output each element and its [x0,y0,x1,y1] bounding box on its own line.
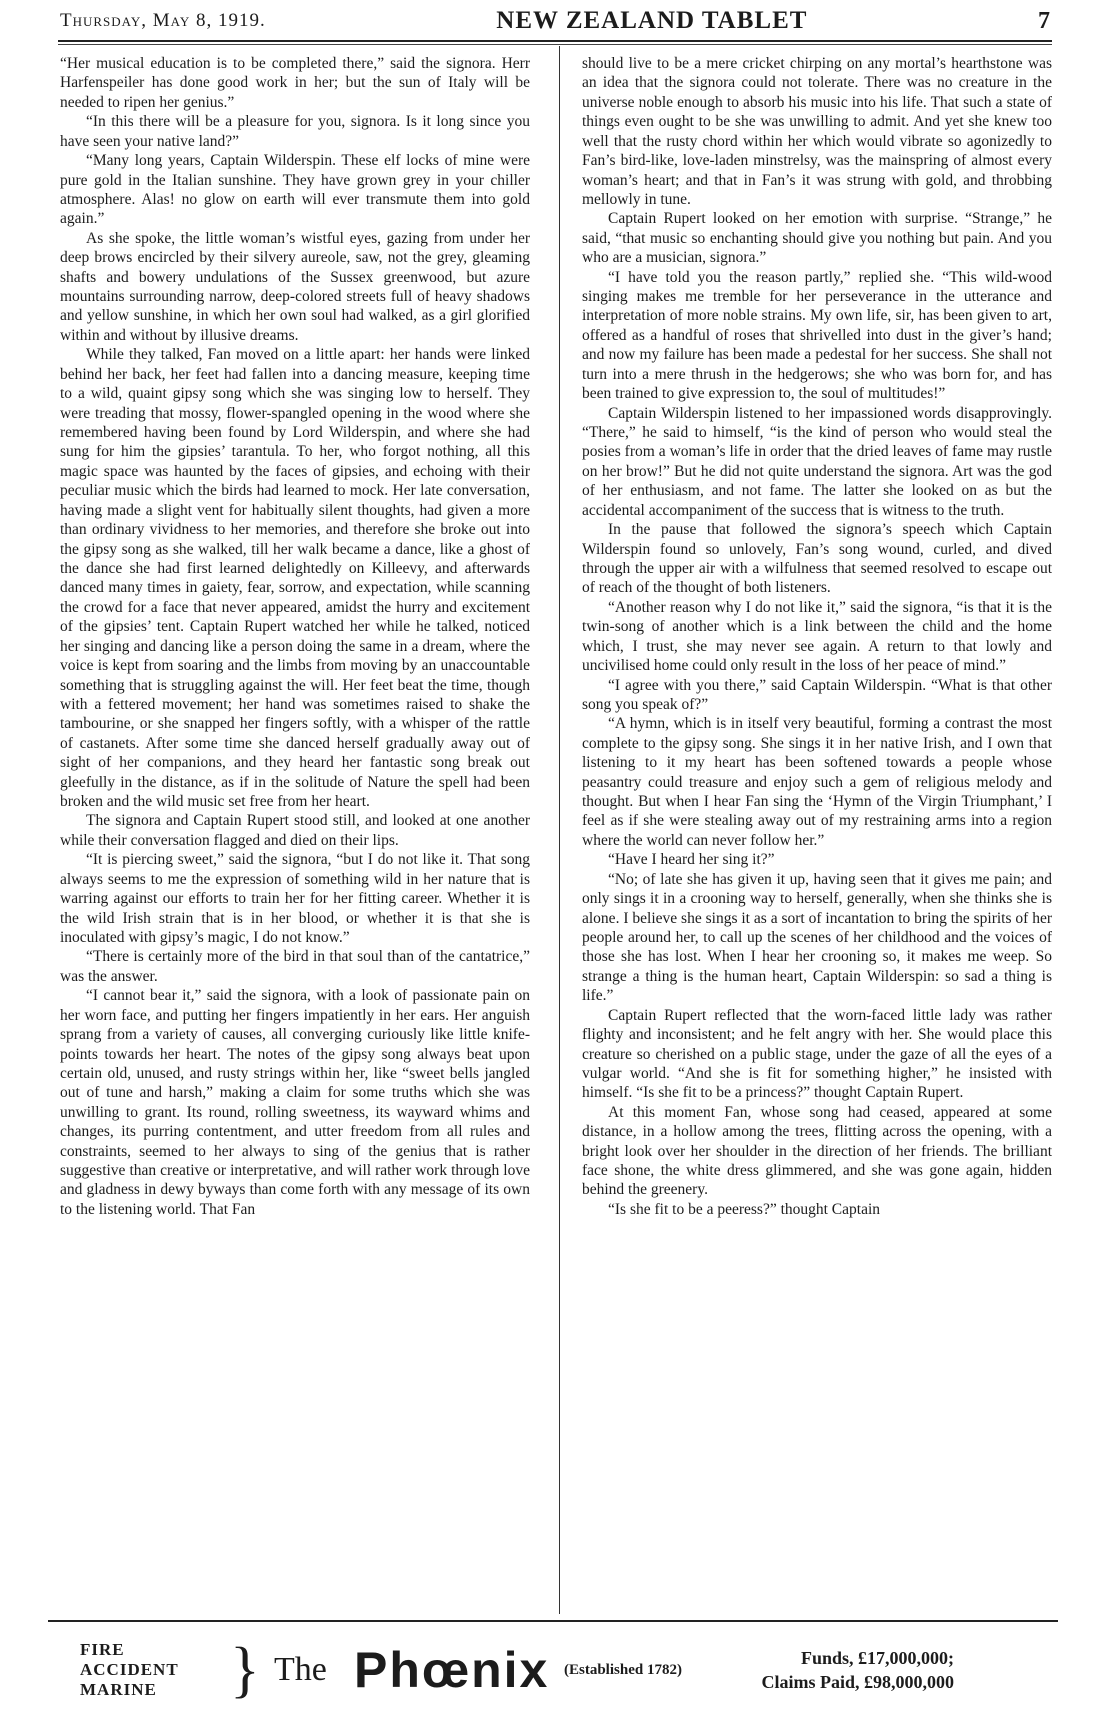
paragraph: “I have told you the reason partly,” replied she. “This wild-wood singing makes me tremble for her perseverance in the utterance and interpretation of more noble strains. My own life, sir, has been given to art, offered as a handful of roses that shrivelled into dust in the giver’s hand; and now my failure has been made a pedestal for her success. She shall not turn into a mere thrush in the hedgerows; she who was born for, and has been trained to give expression to, the soul of multitudes!” [582,268,1052,403]
paragraph: “Many long years, Captain Wilderspin. These elf locks of mine were pure gold in the Italian sunshine. They have grown grey in your chiller atmosphere. Alas! no glow on earth will ever transmute them into gold again.” [60,152,530,228]
paragraph: Captain Rupert reflected that the worn-faced little lady was rather flighty and inconsistent; and he felt angry with her. She would place this creature so cherished on a public stage, under the gaze of all the eyes of a vulgar world. “And she is fit for something higher,” he insisted with himself. “Is she fit to be a princess?” thought Captain Rupert. [582,1006,1052,1102]
header-rule-thin [58,44,1052,45]
ad-funds-block [744,1646,954,1694]
ad-claims: Claims Paid, £98,000,000 [761,1672,954,1692]
paragraph: Captain Wilderspin listened to her impassioned words disapprovingly. “There,” he said to himself, “is the kind of person who would steal the posies from a woman’s life in order that the dried leaves of fame may rustle on her brow!” But he did not quite understand the signora. Art was the god of her enthusiasm, and not fame. The latter she looked on as but the accidental accompaniment of the success that is witness to the truth. [582,404,1052,519]
ad-article: The [274,1651,327,1688]
paragraph: “I cannot bear it,” said the signora, with a look of passionate pain on her worn face, and putting her fingers impatiently in her ears. Her anguish sprang from a variety of causes, all converging curiously like little knife-points towards her heart. The notes of the gipsy song always beat upon certain old, unused, and rusty strings within her, like “sweet bells jangled out of tune and harsh,” making a claim for some truths which she was unwilling to grant. Its round, rolling sweetness, its wayward whims and changes, its purring contentment, and utter freedom from all rules and constraints, seemed to her always to sing of the genius that is rather suggestive than creative or interpretative, and will rather work through love and gladness in dewy byways than come forth with any message of its own to the listening world. That Fan [60,987,530,1218]
paragraph: “It is piercing sweet,” said the signora, “but I do not like it. That song always seems to me the expression of something wild in her nature that is warring against our efforts to train her for her fitting career. Whether it is the wild Irish strain that is in her blood, or whether it is that she is inoculated with gipsy’s magic, I do not know.” [60,851,530,946]
newspaper-title: NEW ZEALAND TABLET [496,7,808,34]
page-number: 7 [1038,7,1050,34]
column-divider [559,46,560,1614]
paragraph: The signora and Captain Rupert stood still, and looked at one another while their conversation flagged and died on their lips. [60,812,530,849]
paragraph: “I agree with you there,” said Captain Wilderspin. “What is that other song you speak of?” [582,676,1052,713]
paragraph: “Is she fit to be a peeress?” thought Captain [608,1200,881,1218]
paragraph: “Another reason why I do not like it,” said the signora, “is that it is the twin-song of another which is a link between the child and the home which, I trust, she may never see again. A return to that lowly and uncivilised home could only result in the loss of her peace of mind.” [582,598,1052,675]
paragraph: should live to be a mere cricket chirping on any mortal’s hearthstone was an idea that the signora could not tolerate. There was no creature in the universe noble enough to absorb his music into his life. That such a state of things even ought to be she was unwilling to admit. And yet she knew too well that the rusty chord within her which would vibrate so agonizedly to Fan’s bird-like, love-laden minstrelsy, was the mainspring of almost every woman’s heart; and that in Fan’s it was strung with gold, and throbbing mellowly in tune. [582,55,1052,208]
left-column [60,54,530,1609]
paragraph: “A hymn, which is in itself very beautiful, forming a contrast the most complete to the gipsy song. She sings it in her native Irish, and I own that listening to it my heart has been softened towards a people whose peasantry could treasure and enjoy such a gem of religious melody and thought. But when I hear Fan sing the ‘Hymn of the Virgin Triumphant,’ I feel as if she were stealing away out of my restraining arms into a region where the world can never follow her.” [582,715,1052,849]
issue-date: Thursday, May 8, 1919. [60,10,266,31]
right-column [582,54,1052,1609]
page-header [60,6,1050,36]
paragraph: “No; of late she has given it up, having seen that it gives me pain; and only sings it in a crooning way to herself, generally, when she thinks she is alone. I believe she sings it as a sort of incantation to bring the spirits of her people around her, to call up the scenes of her childhood and the voices of those she has lost. When I hear her crooning so, it makes me weep. So strange a thing is the human heart, Captain Wilderspin: so sad a thing is life.” [582,870,1052,1005]
insurance-types [80,1640,230,1700]
paragraph: As she spoke, the little woman’s wistful eyes, gazing from under her deep brows encircled by their silvery aureole, saw, not the grey, gleaming shafts and bowery undulations of the Sussex greenwood, but azure mountains surrounding narrow, deep-colored streets full of heavy shadows and yellow sunshine, in which her own soul had walked, as a girl glorified within and without by illusive dreams. [60,229,530,344]
paragraph: “In this there will be a pleasure for you, signora. Is it long since you have seen your native land?” [60,113,530,150]
header-rule [58,40,1052,42]
paragraph: While they talked, Fan moved on a little apart: her hands were linked behind her back, her feet had fallen into a dancing measure, keeping time to a wild, quaint gipsy song which she was singing low to herself. They were treading that mossy, flower-spangled opening in the wood where she remembered having been found by Lord Wilderspin, and where she had sung for him the gipsies’ tarantula. To her, who forgot nothing, all this magic space was haunted by the faces of gipsies, and echoing with their peculiar music which the birds had learned to mock. Her late conversation, having made a slight vent for habitually silent thoughts, had given a more than ordinary vividness to her memories, and therefore she broke out into the gipsy song as she walked, till her walk became a dance, like a ghost of the dance she had first learned delightedly on Killeevy, and afterwards danced many times in gaiety, fear, sorrow, and expectation, while scanning the crowd for a face that never appeared, amidst the hurry and excitement of the gipsies’ tent. Captain Rupert watched her while he talked, noticed her singing and dancing like a person doing the same in a dream, where the voice is kept from soaring and the limbs from moving by an unaccountable something that is struggling against the will. Her feet beat the time, though with a fettered movement; her hand was sometimes raised to shake the tambourine, or she snapped her fingers softly, with a whisper of the rattle of castanets. After some time she danced herself gradually away out of sight of her companions, and they heard her fantastic song break out gleefully in the distance, as if in the solitude of Nature the spell had been broken and the wild music set free from her heart. [60,346,530,811]
paragraph: At this moment Fan, whose song had ceased, appeared at some distance, in a hollow among the trees, flitting across the opening, with a bright look over her shoulder in the direction of her friends. The brilliant face shone, the white dress glimmered, and she was gone again, hidden behind the greenery. [582,1103,1052,1199]
phoenix-advertisement [80,1630,1060,1710]
ad-established: (Established 1782) [564,1661,682,1678]
advert-rule [48,1620,1058,1622]
paragraph: In the pause that followed the signora’s speech which Captain Wilderspin found so unlovely, Fan’s song wound, curled, and dived through the upper air with a wilfulness that seemed resolved to escape out of reach of the thought of both listeners. [582,521,1052,597]
paragraph: “Her musical education is to be completed there,” said the signora. Herr Harfenspeiler has done good work in her; but the sun of Italy will be needed to ripen her genius.” [60,55,530,111]
brace-icon: } [230,1636,260,1704]
ad-line: ACCIDENT [80,1660,179,1679]
ad-line: MARINE [80,1680,157,1699]
ad-brand-name: Phœnix [354,1642,550,1698]
ad-line: FIRE [80,1640,125,1659]
ad-funds: Funds, £17,000,000; [800,1648,954,1668]
paragraph: “Have I heard her sing it?” [608,851,775,869]
paragraph: Captain Rupert looked on her emotion with surprise. “Strange,” he said, “that music so enchanting should give you nothing but pain. And you who are a musician, signora.” [582,210,1052,267]
paragraph: “There is certainly more of the bird in that soul than of the cantatrice,” was the answer. [60,948,530,985]
